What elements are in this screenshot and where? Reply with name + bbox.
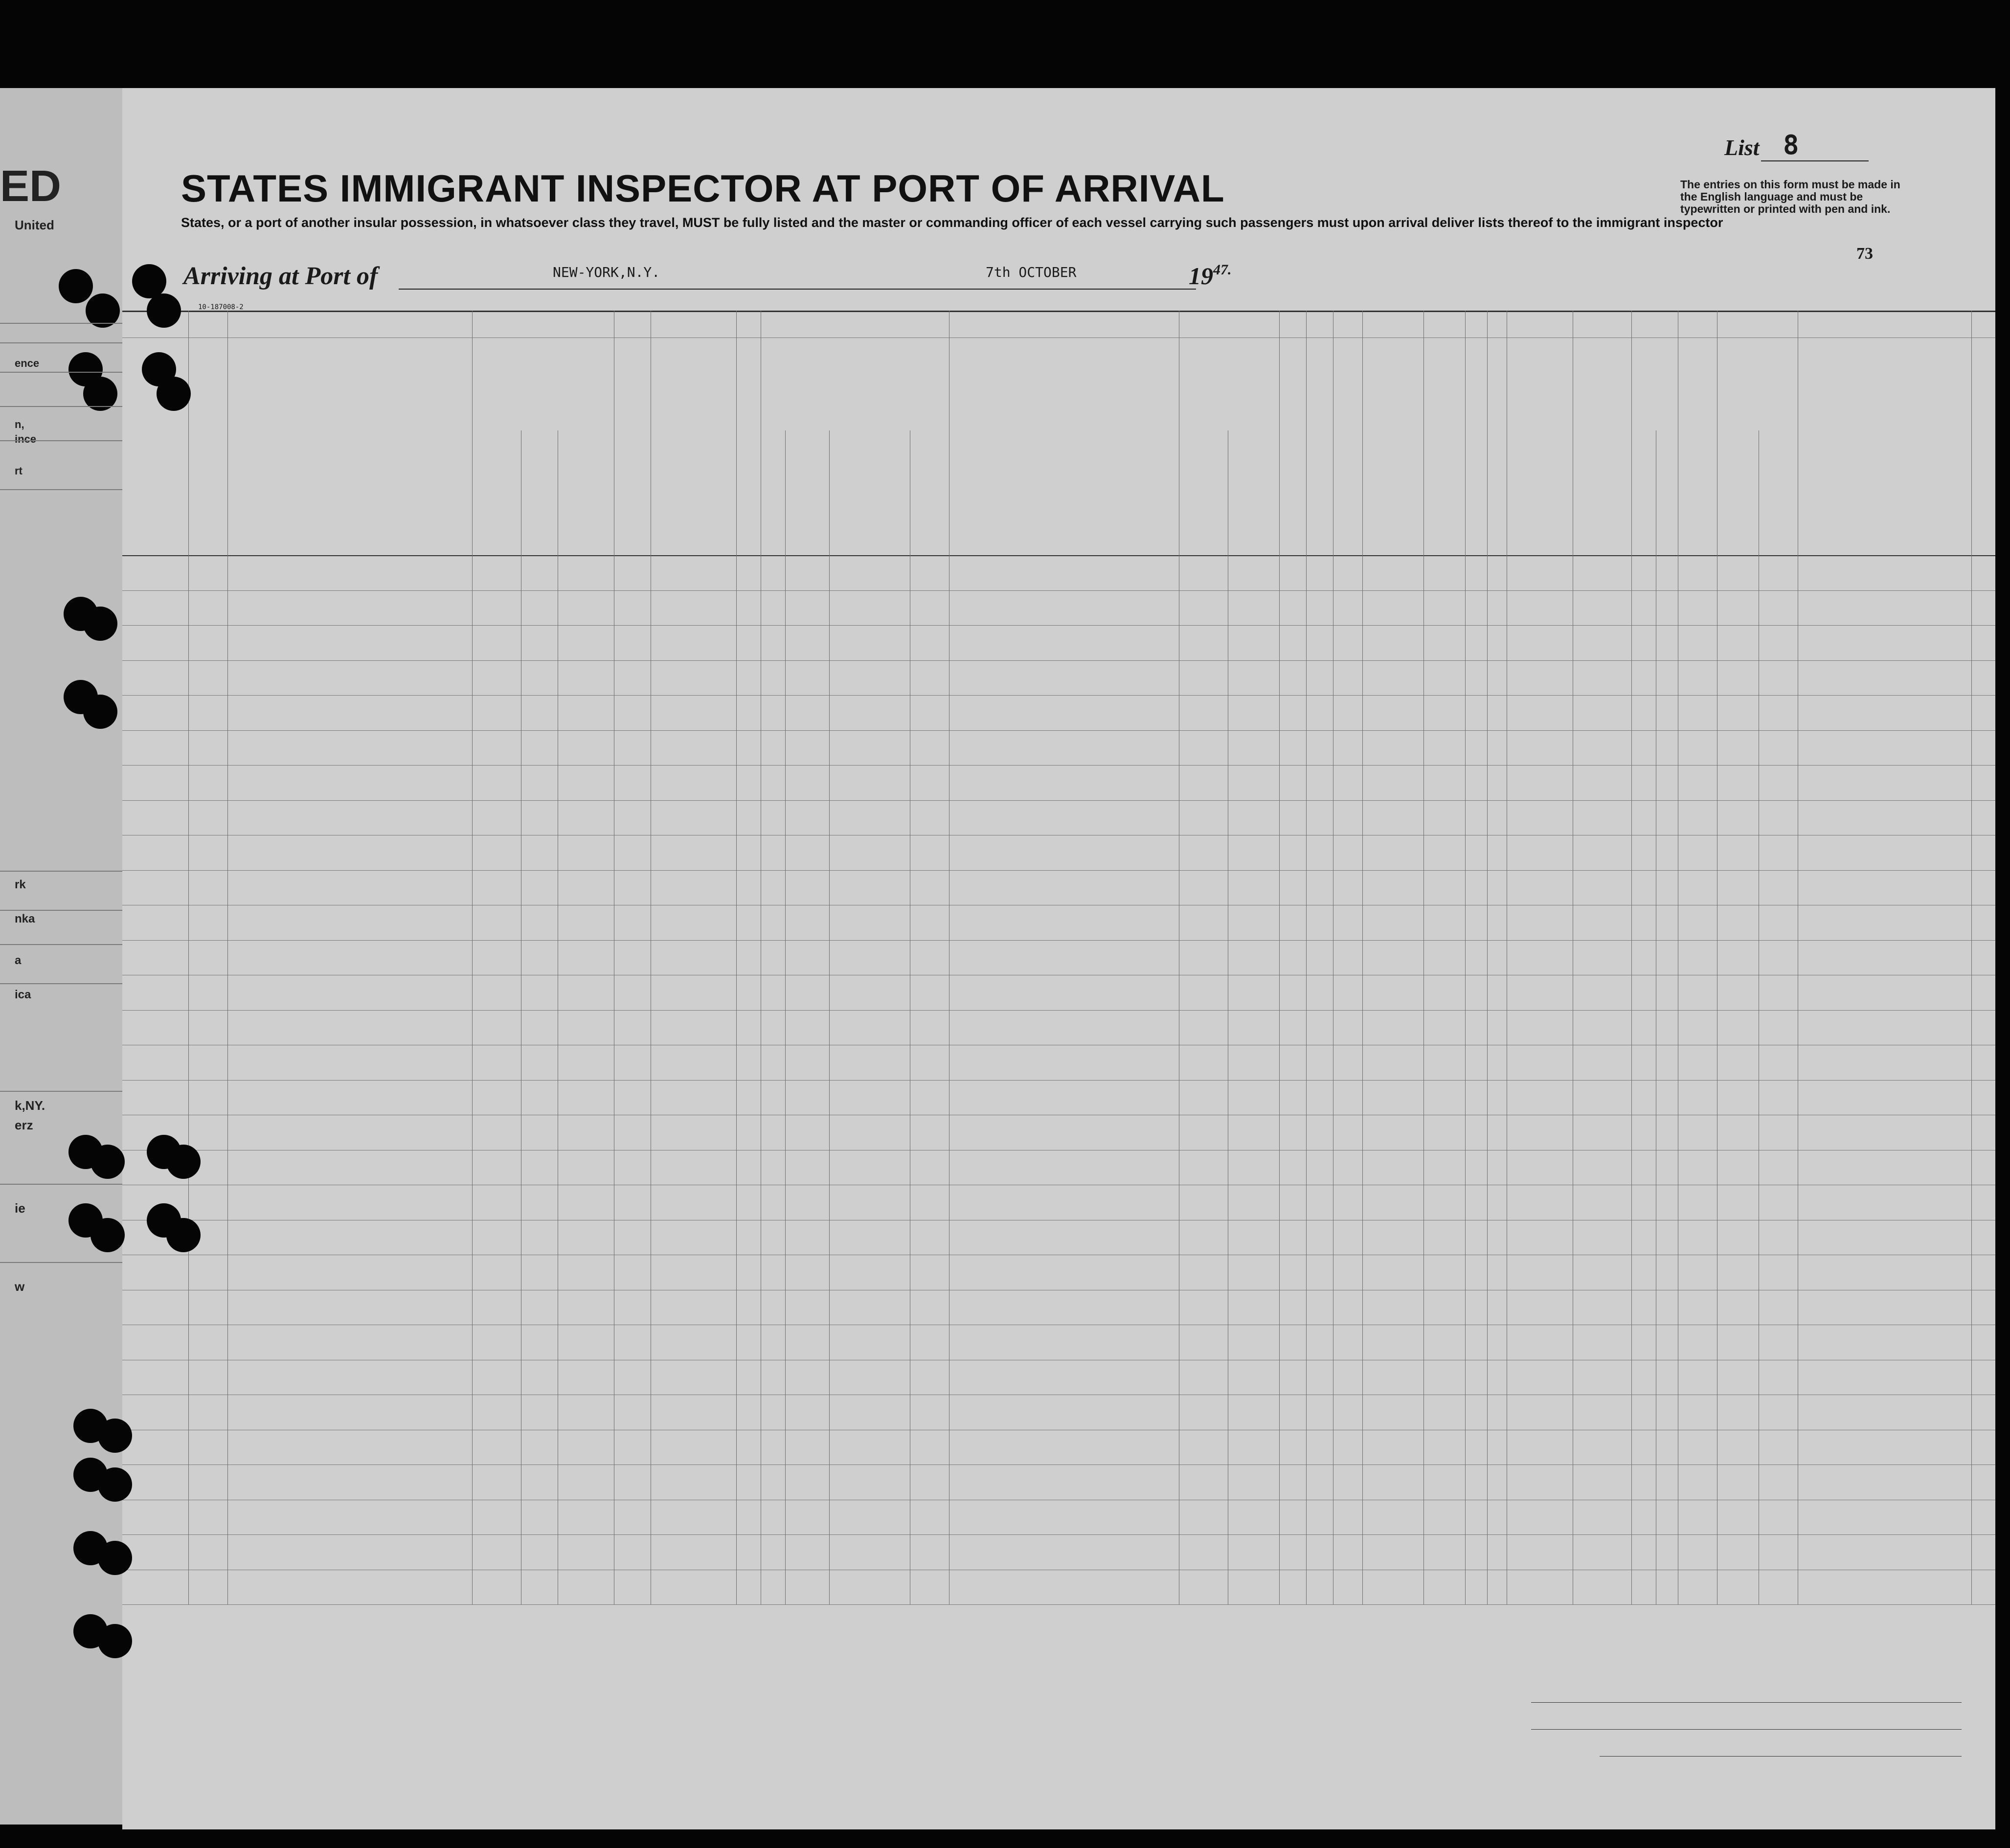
list-number: 8 bbox=[1783, 130, 1799, 160]
column-line bbox=[1971, 311, 1972, 1604]
arrival-date: 7th OCTOBER bbox=[986, 264, 1077, 280]
column-line bbox=[829, 430, 830, 1604]
stub-row-line bbox=[0, 489, 122, 490]
header-bottom-line bbox=[122, 555, 1995, 556]
column-line bbox=[227, 311, 228, 1604]
stub-row-line bbox=[0, 1184, 122, 1185]
row-line bbox=[122, 1534, 1995, 1535]
stub-text: ED bbox=[0, 162, 62, 211]
row-line bbox=[122, 940, 1995, 941]
column-line bbox=[736, 311, 737, 1604]
punch-hole bbox=[98, 1541, 132, 1575]
row-line bbox=[122, 800, 1995, 801]
stub-row-line bbox=[0, 440, 122, 441]
punch-hole bbox=[157, 377, 191, 411]
stub-text: n, bbox=[15, 418, 24, 430]
arrival-year: $19^{47.}$ bbox=[1189, 262, 1232, 290]
row-line bbox=[122, 870, 1995, 871]
punch-hole bbox=[147, 293, 181, 328]
port-of-arrival: NEW-YORK,N.Y. bbox=[553, 264, 660, 280]
punch-hole bbox=[83, 695, 117, 729]
punch-hole bbox=[166, 1218, 201, 1252]
header-top-line bbox=[122, 311, 1995, 312]
stub-row-line bbox=[0, 1262, 122, 1263]
punch-hole bbox=[98, 1624, 132, 1658]
stub-row-line bbox=[0, 1091, 122, 1092]
row-line bbox=[122, 1604, 1995, 1605]
punch-hole bbox=[166, 1145, 201, 1179]
stub-text: erz bbox=[15, 1118, 33, 1132]
stub-text: ence bbox=[15, 357, 40, 369]
stub-row-line bbox=[0, 871, 122, 872]
row-line bbox=[122, 1010, 1995, 1011]
column-line bbox=[1487, 311, 1488, 1604]
form-title: STATES IMMIGRANT INSPECTOR AT PORT OF ARRIVAL bbox=[181, 167, 1225, 210]
stub-row-line bbox=[0, 910, 122, 911]
row-line bbox=[122, 625, 1995, 626]
row-line bbox=[122, 1080, 1995, 1081]
arriving-label: Arriving at Port of bbox=[183, 262, 378, 290]
stub-text: w bbox=[15, 1279, 25, 1294]
list-label: List bbox=[1724, 135, 1760, 160]
column-line bbox=[1362, 311, 1363, 1604]
form-instructions: The entries on this form must be made in the English language and must be typewritten or printed with pen and ink. bbox=[1680, 178, 1900, 215]
row-line bbox=[122, 660, 1995, 661]
form-code-top: 10-187008-2 bbox=[198, 303, 244, 311]
column-line bbox=[785, 430, 786, 1604]
form-subtitle: States, or a port of another insular possession, in whatsoever class they travel, MUST be fully listed and the master or commanding officer of each vessel carrying such passengers must upon arrival deliver lists thereof to the immigrant inspector bbox=[181, 215, 1723, 230]
column-line bbox=[1465, 311, 1466, 1604]
stub-row-line bbox=[0, 944, 122, 945]
stub-text: k,NY. bbox=[15, 1098, 45, 1113]
stub-row-line bbox=[0, 323, 122, 324]
stub-text: rt bbox=[15, 465, 23, 477]
stub-text: ie bbox=[15, 1201, 25, 1216]
stub-text: a bbox=[15, 954, 22, 967]
sheet-number: 73 bbox=[1856, 245, 1873, 263]
footer-underline bbox=[1600, 1756, 1962, 1757]
punch-hole bbox=[98, 1467, 132, 1502]
punch-hole bbox=[59, 269, 93, 303]
column-line bbox=[188, 311, 189, 1604]
stub-row-line bbox=[0, 406, 122, 407]
stub-row-line bbox=[0, 372, 122, 373]
punch-hole bbox=[90, 1145, 125, 1179]
footer-underline bbox=[1531, 1729, 1962, 1730]
punch-hole bbox=[83, 607, 117, 641]
stub-row-line bbox=[0, 983, 122, 984]
row-line bbox=[122, 590, 1995, 591]
row-line bbox=[122, 765, 1995, 766]
column-line bbox=[1279, 311, 1280, 1604]
punch-hole bbox=[98, 1419, 132, 1453]
column-line bbox=[472, 311, 473, 1604]
list-underline bbox=[1761, 160, 1869, 161]
column-line bbox=[1423, 311, 1424, 1604]
stub-text: rk bbox=[15, 878, 26, 891]
stub-text: ica bbox=[15, 988, 31, 1001]
column-line bbox=[1631, 311, 1632, 1604]
footer-underline bbox=[1531, 1702, 1962, 1703]
column-line bbox=[1306, 311, 1307, 1604]
row-line bbox=[122, 730, 1995, 731]
stub-text: United bbox=[15, 218, 54, 232]
manifest-sheet bbox=[122, 88, 1995, 1829]
punch-hole bbox=[90, 1218, 125, 1252]
row-line bbox=[122, 695, 1995, 696]
arrival-underline bbox=[399, 289, 1196, 290]
stub-text: nka bbox=[15, 912, 35, 925]
stub-row-line bbox=[0, 342, 122, 343]
stub-text: ince bbox=[15, 433, 37, 445]
